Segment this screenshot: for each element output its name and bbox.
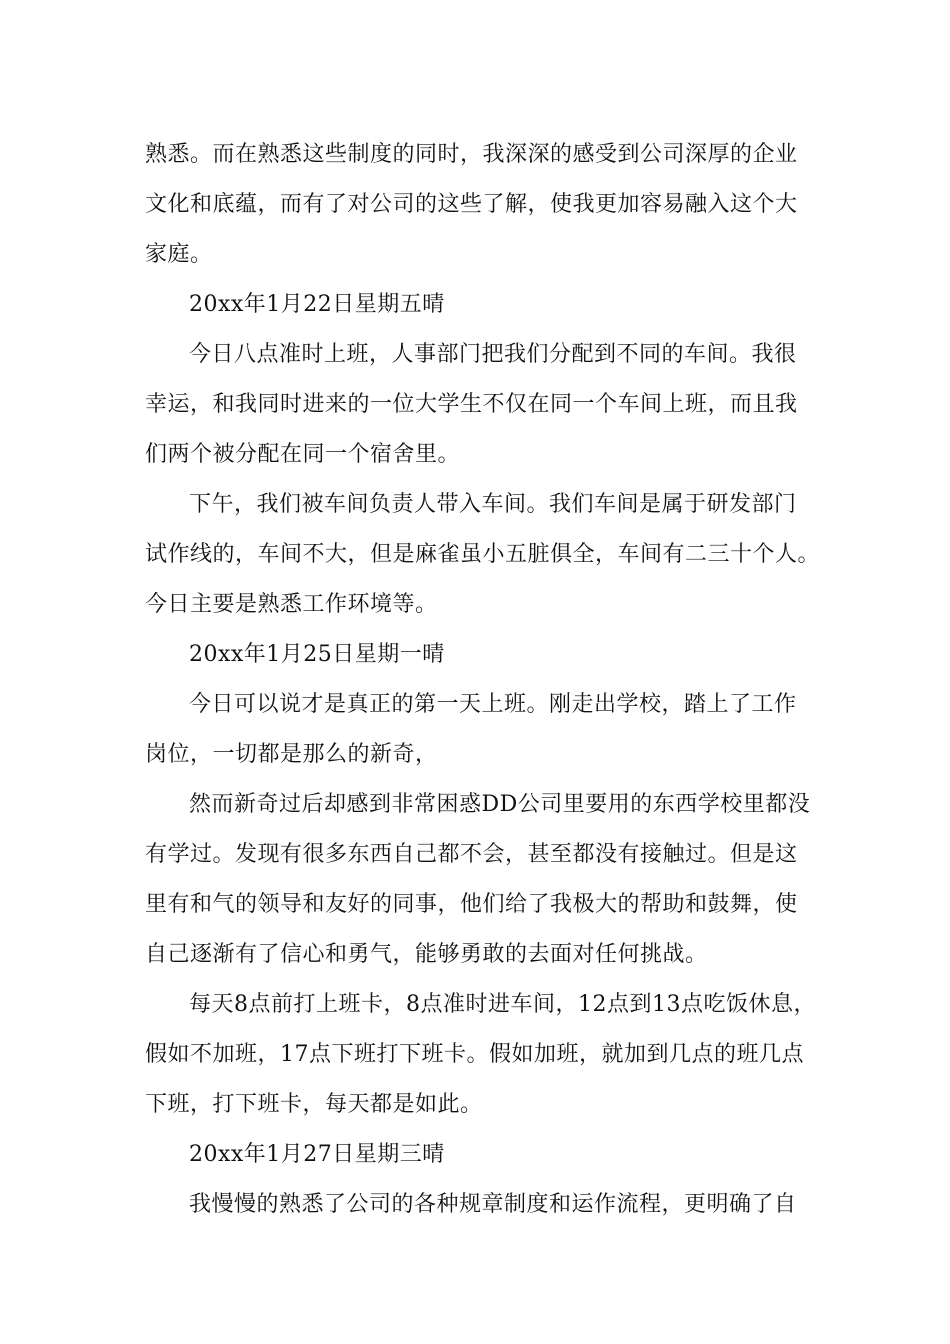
- text-line: 自己逐渐有了信心和勇气，能够勇敢的去面对任何挑战。: [145, 942, 708, 967]
- text-line: 家庭。: [145, 242, 213, 267]
- document-body: [145, 130, 821, 1230]
- text-line: 下午，我们被车间负责人带入车间。我们车间是属于研发部门: [189, 492, 797, 517]
- date-heading: 20xx年1月25日星期一晴: [189, 642, 445, 667]
- text-line: 幸运，和我同时进来的一位大学生不仅在同一个车间上班，而且我: [145, 392, 798, 417]
- text-line: 今日八点准时上班，人事部门把我们分配到不同的车间。我很: [189, 342, 797, 367]
- text-line: 假如不加班，17点下班打下班卡。假如加班，就加到几点的班几点: [145, 1042, 804, 1067]
- text-line: 熟悉。而在熟悉这些制度的同时，我深深的感受到公司深厚的企业: [145, 142, 798, 167]
- date-heading: 20xx年1月27日星期三晴: [189, 1142, 445, 1167]
- text-line: 每天8点前打上班卡，8点准时进车间，12点到13点吃饭休息，: [189, 992, 816, 1017]
- text-line: 里有和气的领导和友好的同事，他们给了我极大的帮助和鼓舞，使: [145, 892, 798, 917]
- text-line: 下班，打下班卡，每天都是如此。: [145, 1092, 483, 1117]
- text-line: 然而新奇过后却感到非常困惑DD公司里要用的东西学校里都没: [189, 792, 811, 817]
- text-line: 试作线的，车间不大，但是麻雀虽小五脏俱全，车间有二三十个人。: [145, 542, 821, 567]
- text-line: 有学过。发现有很多东西自己都不会，甚至都没有接触过。但是这: [145, 842, 798, 867]
- date-heading: 20xx年1月22日星期五晴: [189, 292, 445, 317]
- text-line: 今日主要是熟悉工作环境等。: [145, 592, 438, 617]
- text-line: 我慢慢的熟悉了公司的各种规章制度和运作流程，更明确了自: [189, 1192, 797, 1217]
- text-line: 岗位，一切都是那么的新奇，: [145, 742, 438, 767]
- text-line: 文化和底蕴，而有了对公司的这些了解，使我更加容易融入这个大: [145, 192, 798, 217]
- text-line: 今日可以说才是真正的第一天上班。刚走出学校，踏上了工作: [189, 692, 797, 717]
- text-line: 们两个被分配在同一个宿舍里。: [145, 442, 461, 467]
